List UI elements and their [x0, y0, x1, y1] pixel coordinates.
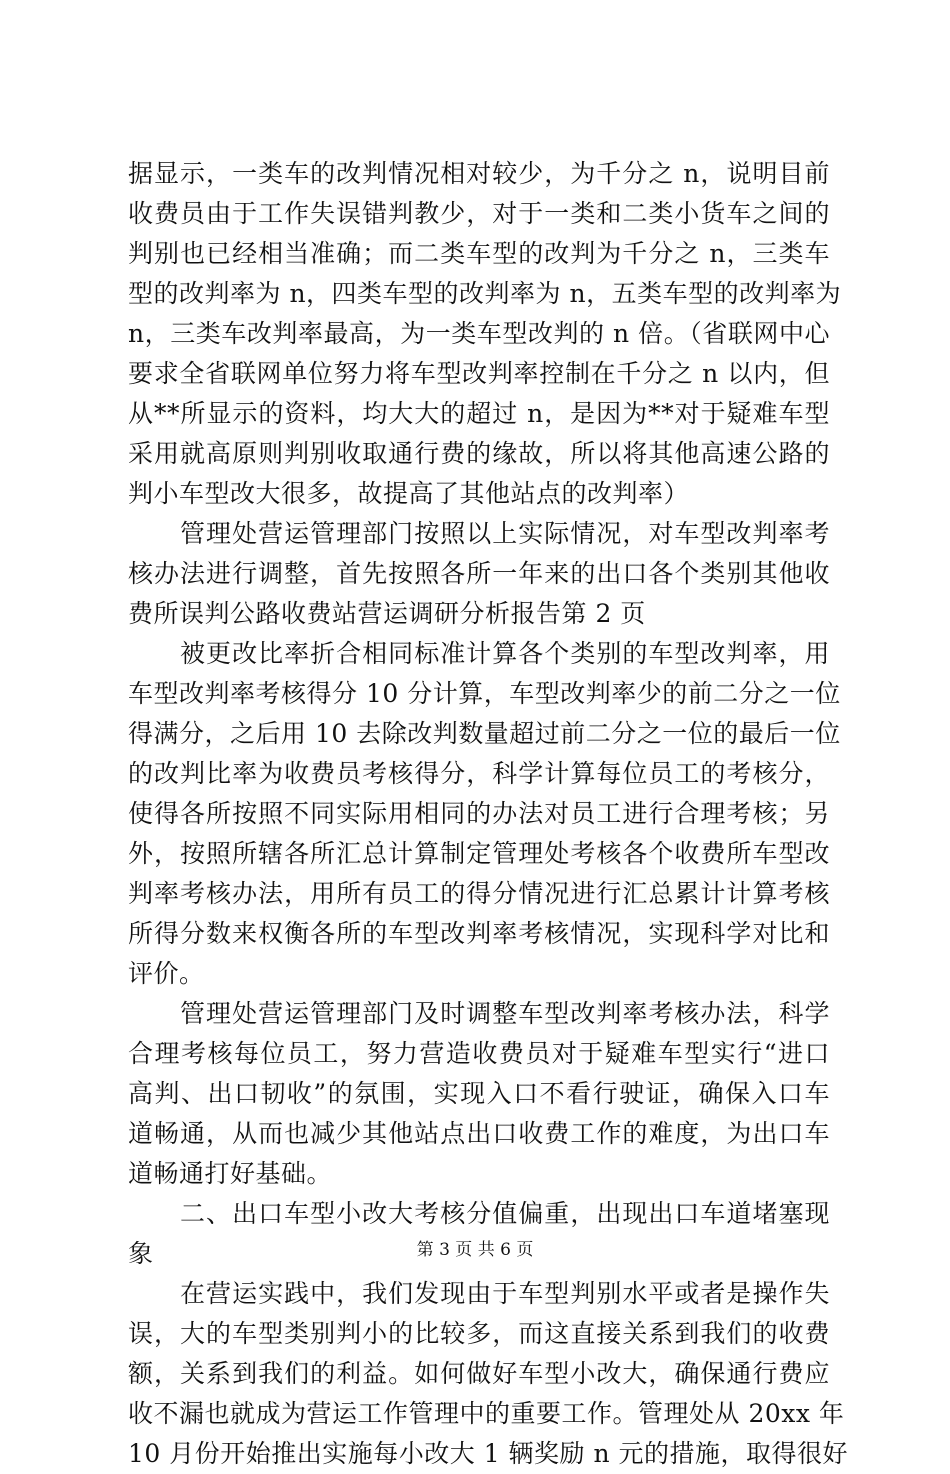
page-number-footer: 第 3 页 共 6 页: [416, 1240, 534, 1260]
text-line: 的改判比率为收费员考核得分，科学计算每位员工的考核分，: [128, 759, 830, 788]
text-line: 高判、出口韧收”的氛围，实现入口不看行驶证，确保入口车: [128, 1079, 830, 1108]
section-heading-line: 二、出口车型小改大考核分值偏重，出现出口车道堵塞现: [128, 1199, 830, 1228]
text-line: 从**所显示的资料，均大大的超过 n，是因为**对于疑难车型: [128, 399, 830, 428]
text-line: 合理考核每位员工，努力营造收费员对于疑难车型实行“进口: [128, 1039, 830, 1068]
text-line: 10 月份开始推出实施每小改大 1 辆奖励 n 元的措施，取得很好: [128, 1439, 849, 1468]
text-line: 车型改判率考核得分 10 分计算，车型改判率少的前二分之一位: [128, 679, 841, 708]
text-line: 据显示，一类车的改判情况相对较少，为千分之 n，说明目前: [128, 159, 830, 188]
text-line: 误，大的车型类别判小的比较多，而这直接关系到我们的收费: [128, 1319, 830, 1348]
text-line: 在营运实践中，我们发现由于车型判别水平或者是操作失: [128, 1279, 830, 1308]
text-line: 要求全省联网单位努力将车型改判率控制在千分之 n 以内，但: [128, 359, 830, 388]
text-line: 收费员由于工作失误错判教少，对于一类和二类小货车之间的: [128, 199, 830, 228]
text-line: 型的改判率为 n，四类车型的改判率为 n，五类车型的改判率为: [128, 279, 842, 308]
text-line: 额，关系到我们的利益。如何做好车型小改大，确保通行费应: [128, 1359, 830, 1388]
text-line: 采用就高原则判别收取通行费的缘故，所以将其他高速公路的: [128, 439, 830, 468]
text-line: 得满分，之后用 10 去除改判数量超过前二分之一位的最后一位: [128, 719, 841, 748]
text-line: n，三类车改判率最高，为一类车型改判的 n 倍。（省联网中心: [128, 319, 830, 348]
text-line: 管理处营运管理部门及时调整车型改判率考核办法，科学: [128, 999, 830, 1028]
text-line: 道畅通打好基础。: [128, 1159, 333, 1188]
text-line: 收不漏也就成为营运工作管理中的重要工作。管理处从 20xx 年: [128, 1399, 845, 1428]
text-line: 判小车型改大很多，故提高了其他站点的改判率）: [128, 479, 690, 508]
section-heading-line: 象: [128, 1239, 154, 1268]
text-line: 被更改比率折合相同标准计算各个类别的车型改判率，用: [128, 639, 830, 668]
body-text: [128, 154, 849, 1474]
text-line: 道畅通，从而也减少其他站点出口收费工作的难度，为出口车: [128, 1119, 830, 1148]
text-line: 管理处营运管理部门按照以上实际情况，对车型改判率考: [128, 519, 830, 548]
text-line: 所得分数来权衡各所的车型改判率考核情况，实现科学对比和: [128, 919, 830, 948]
text-line: 费所误判公路收费站营运调研分析报告第 2 页: [128, 599, 646, 628]
text-line: 外，按照所辖各所汇总计算制定管理处考核各个收费所车型改: [128, 839, 830, 868]
text-line: 使得各所按照不同实际用相同的办法对员工进行合理考核；另: [128, 799, 830, 828]
text-line: 核办法进行调整，首先按照各所一年来的出口各个类别其他收: [128, 559, 830, 588]
text-line: 判别也已经相当准确；而二类车型的改判为千分之 n，三类车: [128, 239, 830, 268]
text-line: 评价。: [128, 959, 205, 988]
text-line: 判率考核办法，用所有员工的得分情况进行汇总累计计算考核: [128, 879, 830, 908]
